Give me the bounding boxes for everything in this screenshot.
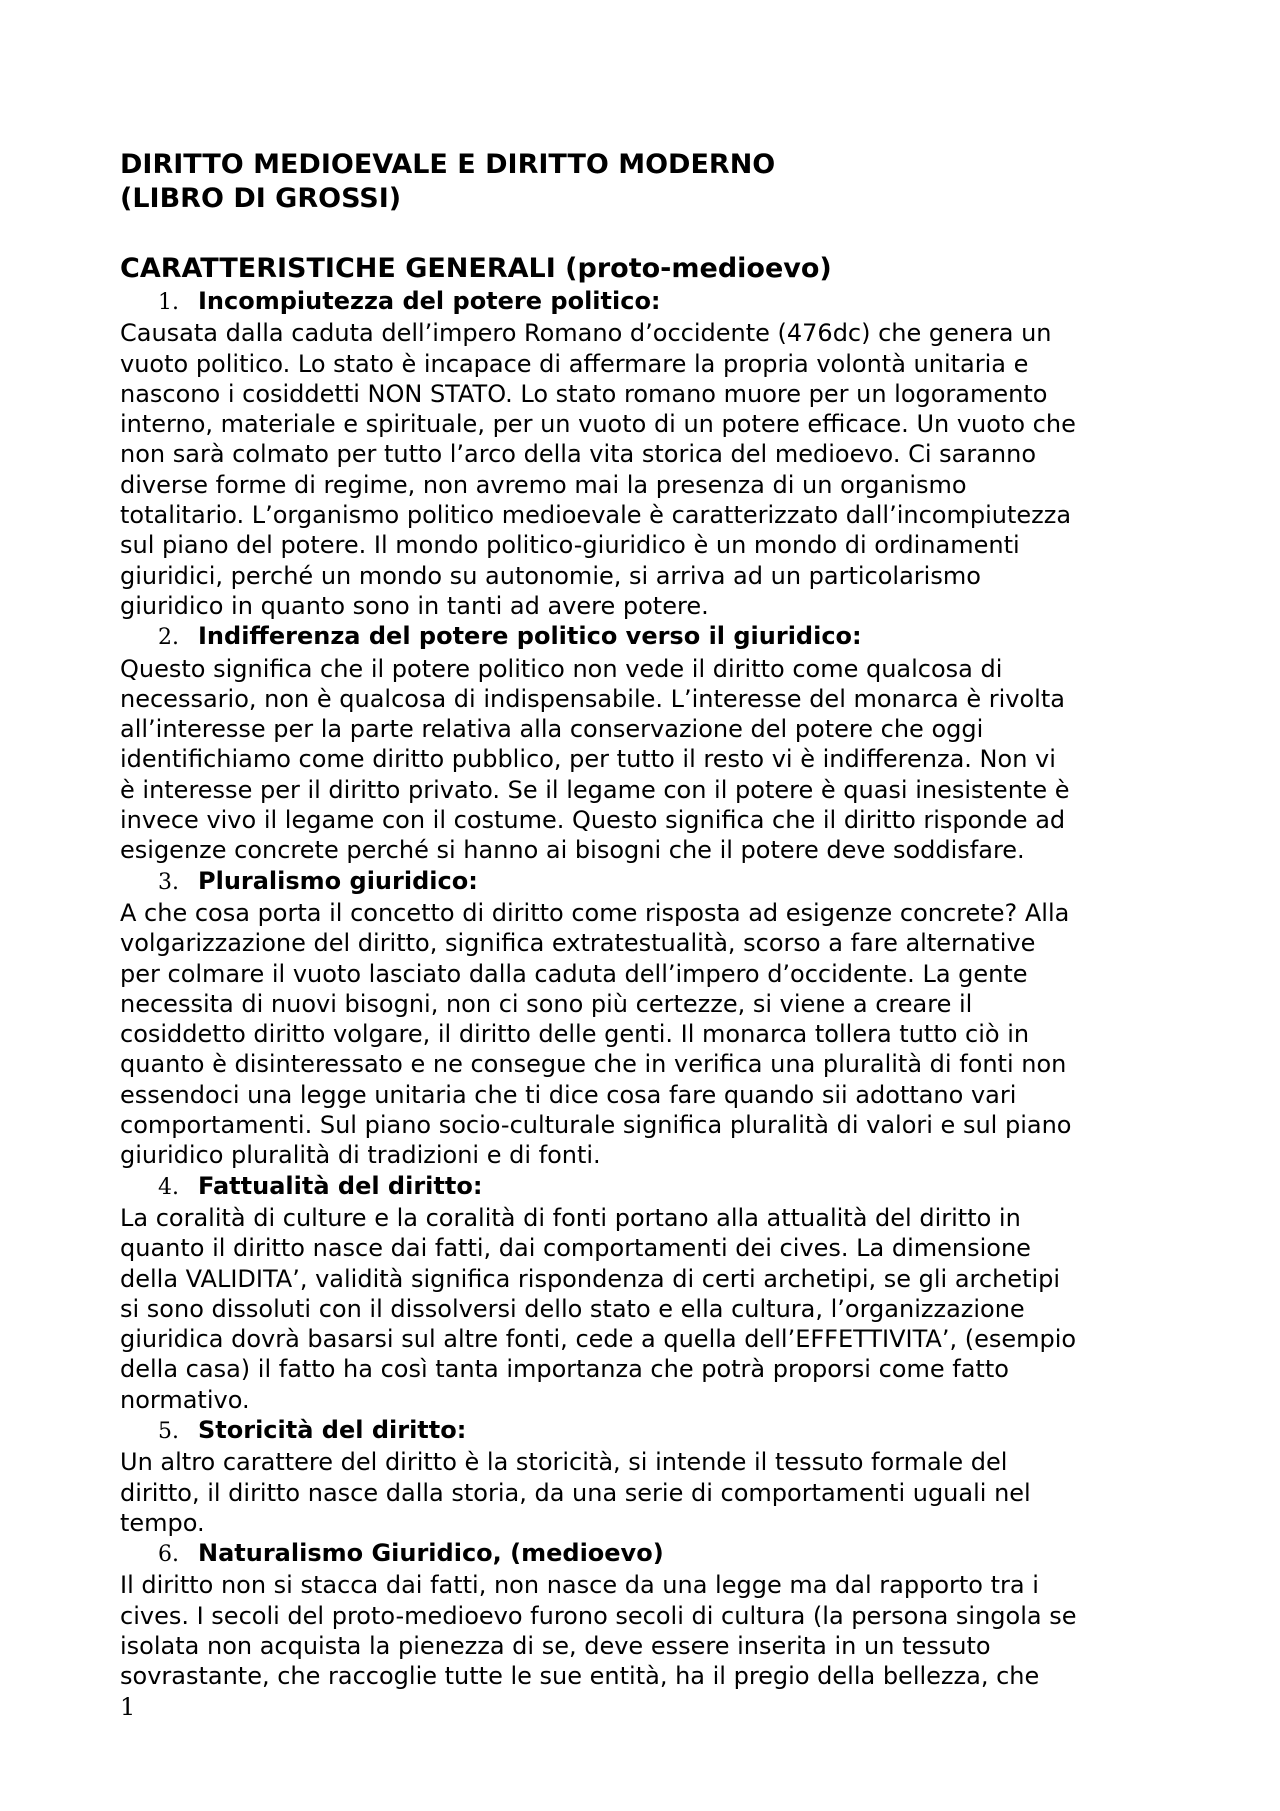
paragraph-line: vuoto politico. Lo stato è incapace di affermare la propria volontà unitaria e — [120, 349, 1029, 378]
paragraph-line: giuridico pluralità di tradizioni e di fonti. — [120, 1141, 601, 1170]
paragraph-line: della casa) il fatto ha così tanta importanza che potrà proporsi come fatto — [120, 1355, 1009, 1384]
item-number-text: 4. — [158, 1174, 179, 1200]
paragraph-line: all’interesse per la parte relativa alla conservazione del potere che oggi — [120, 715, 984, 744]
item-number-text: 3. — [158, 869, 179, 895]
paragraph-line: sovrastante, che raccoglie tutte le sue entità, ha il pregio della bellezza, che — [120, 1662, 1040, 1691]
paragraph-line: volgarizzazione del diritto, significa extratestualità, scorso a fare alternative — [120, 929, 1036, 958]
item-number-text: 6. — [158, 1542, 179, 1568]
document-page — [120, 148, 1180, 1692]
section-title: CARATTERISTICHE GENERALI (proto-medioevo) — [120, 253, 832, 284]
paragraph-line: non sarà colmato per tutto l’arco della vita storica del medioevo. Ci saranno — [120, 440, 1037, 469]
paragraph-line: esigenze concrete perché si hanno ai bisogni che il potere deve soddisfare. — [120, 836, 1025, 865]
item-heading — [120, 621, 1180, 653]
paragraph-line: invece vivo il legame con il costume. Questo significa che il diritto risponde ad — [120, 806, 1066, 835]
item-heading — [120, 1538, 1180, 1570]
item-number — [120, 1417, 198, 1447]
item-heading-label: Storicità del diritto: — [198, 1415, 467, 1444]
item-heading — [120, 1171, 1180, 1203]
item-heading — [120, 866, 1180, 898]
item-number — [120, 1173, 198, 1203]
paragraph-line: Questo significa che il potere politico non vede il diritto come qualcosa di — [120, 654, 1003, 683]
paragraph-line: nascono i cosiddetti NON STATO. Lo stato romano muore per un logoramento — [120, 379, 1048, 408]
paragraph-line: comportamenti. Sul piano socio-culturale significa pluralità di valori e sul piano — [120, 1111, 1072, 1140]
item-number — [120, 623, 198, 653]
item-number-text: 5. — [158, 1418, 179, 1444]
item-paragraph — [120, 1570, 1180, 1691]
item-paragraph — [120, 1447, 1180, 1538]
paragraph-line: totalitario. L’organismo politico medioevale è caratterizzato dall’incompiutezza — [120, 501, 1072, 530]
item-number-text: 2. — [158, 625, 179, 651]
item-paragraph — [120, 654, 1180, 866]
paragraph-line: necessita di nuovi bisogni, non ci sono più certezze, si viene a creare il — [120, 989, 973, 1018]
item-heading-label: Incompiutezza del potere politico: — [198, 287, 661, 315]
paragraph-line: sul piano del potere. Il mondo politico-giuridico è un mondo di ordinamenti — [120, 531, 1020, 560]
paragraph-line: diverse forme di regime, non avremo mai la presenza di un organismo — [120, 470, 967, 499]
paragraph-line: Causata dalla caduta dell’impero Romano d’occidente (476dc) che genera un — [120, 319, 1052, 348]
paragraph-line: cosiddetto diritto volgare, il diritto delle genti. Il monarca tollera tutto ciò in — [120, 1020, 1030, 1049]
paragraph-line: Un altro carattere del diritto è la storicità, si intende il tessuto formale del — [120, 1448, 1008, 1477]
paragraph-line: si sono dissoluti con il dissolversi dello stato e ella cultura, l’organizzazione — [120, 1294, 1025, 1323]
paragraph-line: necessario, non è qualcosa di indispensabile. L’interesse del monarca è rivolta — [120, 684, 1065, 713]
item-heading — [120, 1415, 1180, 1447]
item-list — [120, 286, 1180, 1692]
paragraph-line: quanto il diritto nasce dai fatti, dai comportamenti dei cives. La dimensione — [120, 1234, 1031, 1263]
paragraph-line: Il diritto non si stacca dai fatti, non nasce da una legge ma dal rapporto tra i — [120, 1571, 1039, 1600]
document-title — [120, 148, 1180, 216]
item-heading-label: Pluralismo giuridico: — [198, 866, 478, 895]
item-paragraph — [120, 318, 1180, 621]
paragraph-line: identifichiamo come diritto pubblico, per tutto il resto vi è indifferenza. Non vi — [120, 745, 1056, 774]
item-paragraph — [120, 1203, 1180, 1415]
item-heading — [120, 286, 1180, 318]
title-line-1: DIRITTO MEDIOEVALE E DIRITTO MODERNO — [120, 149, 776, 180]
paragraph-line: giuridici, perché un mondo su autonomie, si arriva ad un particolarismo — [120, 561, 981, 590]
paragraph-line: cives. I secoli del proto-medioevo furono secoli di cultura (la persona singola se — [120, 1601, 1077, 1630]
item-number — [120, 288, 198, 318]
paragraph-line: per colmare il vuoto lasciato dalla caduta dell’impero d’occidente. La gente — [120, 959, 1028, 988]
paragraph-line: è interesse per il diritto privato. Se il legame con il potere è quasi inesistente è — [120, 775, 1070, 804]
item-number-text: 1. — [158, 290, 179, 315]
paragraph-line: giuridica dovrà basarsi sul altre fonti, cede a quella dell’EFFETTIVITA’, (esempio — [120, 1325, 1077, 1354]
paragraph-line: giuridico in quanto sono in tanti ad avere potere. — [120, 591, 709, 620]
paragraph-line: La coralità di culture e la coralità di fonti portano alla attualità del diritto in — [120, 1203, 1021, 1232]
paragraph-line: normativo. — [120, 1385, 250, 1414]
item-heading-label: Naturalismo Giuridico, (medioevo) — [198, 1539, 664, 1568]
item-heading-label: Fattualità del diritto: — [198, 1171, 483, 1200]
paragraph-line: essendoci una legge unitaria che ti dice cosa fare quando sii adottano vari — [120, 1080, 1017, 1109]
title-line-2: (LIBRO DI GROSSI) — [120, 183, 402, 214]
item-number — [120, 868, 198, 898]
paragraph-line: interno, materiale e spirituale, per un vuoto di un potere efficace. Un vuoto che — [120, 410, 1076, 439]
paragraph-line: A che cosa porta il concetto di diritto come risposta ad esigenze concrete? Alla — [120, 898, 1070, 927]
paragraph-line: della VALIDITA’, validità significa rispondenza di certi archetipi, se gli archetipi — [120, 1264, 1061, 1293]
paragraph-line: isolata non acquista la pienezza di se, deve essere inserita in un tessuto — [120, 1632, 991, 1661]
paragraph-line: diritto, il diritto nasce dalla storia, da una serie di comportamenti uguali nel — [120, 1478, 1031, 1507]
paragraph-line: tempo. — [120, 1508, 205, 1537]
paragraph-line: quanto è disinteressato e ne consegue che in verifica una pluralità di fonti non — [120, 1050, 1067, 1079]
item-heading-label: Indifferenza del potere politico verso il giuridico: — [198, 622, 862, 651]
item-number — [120, 1540, 198, 1570]
page-number: 1 — [120, 1693, 136, 1721]
item-paragraph — [120, 898, 1180, 1171]
